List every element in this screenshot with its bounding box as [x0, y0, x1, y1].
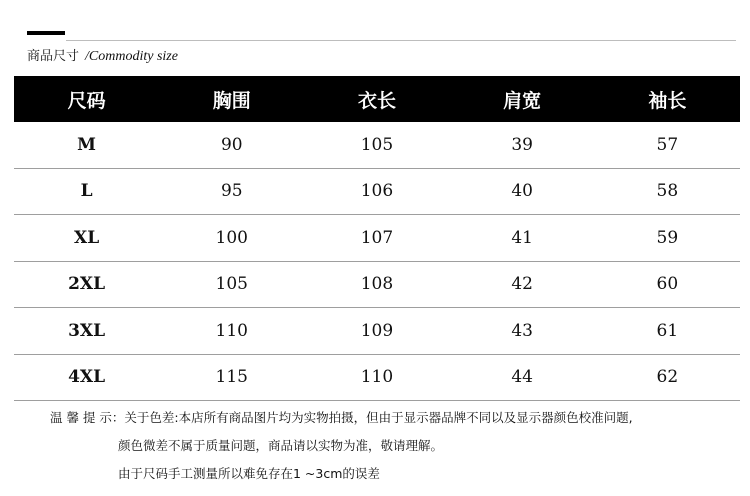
sleeve-cell: 57: [595, 122, 740, 168]
table-row: [14, 215, 740, 262]
section-title-en: /Commodity size: [85, 49, 178, 64]
size-cell: L: [14, 168, 159, 215]
sleeve-cell: 60: [595, 261, 740, 308]
note-measurement-error: 由于尺码手工测量所以难免存在1 ~3cm的误差: [118, 466, 380, 481]
header-length: 衣长: [304, 76, 449, 122]
length-cell: 110: [304, 354, 449, 401]
note-color-difference: 颜色微差不属于质量问题，商品请以实物为准，敬请理解。: [118, 438, 444, 453]
shoulder-cell: 39: [450, 122, 595, 168]
size-table: [14, 76, 740, 401]
size-cell: 4XL: [14, 354, 159, 401]
size-cell: 2XL: [14, 261, 159, 308]
shoulder-cell: 40: [450, 168, 595, 215]
header-size: 尺码: [14, 76, 159, 122]
shoulder-cell: 41: [450, 215, 595, 262]
section-title: [27, 48, 178, 66]
size-cell: XL: [14, 215, 159, 262]
length-cell: 109: [304, 308, 449, 355]
table-header-row: [14, 76, 740, 122]
header-chest: 胸围: [159, 76, 304, 122]
size-cell: 3XL: [14, 308, 159, 355]
length-cell: 108: [304, 261, 449, 308]
sleeve-cell: 59: [595, 215, 740, 262]
chest-cell: 100: [159, 215, 304, 262]
sleeve-cell: 58: [595, 168, 740, 215]
section-title-cn: 商品尺寸: [27, 49, 80, 64]
table-row: [14, 354, 740, 401]
top-divider: [66, 40, 736, 41]
shoulder-cell: 42: [450, 261, 595, 308]
length-cell: 106: [304, 168, 449, 215]
table-row: [14, 122, 740, 168]
note-color-disclaimer: 温 馨 提 示：关于色差:本店所有商品图片均为实物拍摄，但由于显示器品牌不同以及显示器颜色校准问题,: [50, 410, 633, 425]
table-row: [14, 308, 740, 355]
chest-cell: 95: [159, 168, 304, 215]
table-row: [14, 168, 740, 215]
sleeve-cell: 61: [595, 308, 740, 355]
length-cell: 107: [304, 215, 449, 262]
chest-cell: 90: [159, 122, 304, 168]
length-cell: 105: [304, 122, 449, 168]
chest-cell: 115: [159, 354, 304, 401]
chest-cell: 105: [159, 261, 304, 308]
size-cell: M: [14, 122, 159, 168]
sleeve-cell: 62: [595, 354, 740, 401]
header-shoulder: 肩宽: [450, 76, 595, 122]
shoulder-cell: 44: [450, 354, 595, 401]
table-row: [14, 261, 740, 308]
title-accent-bar: [27, 31, 65, 35]
header-sleeve: 袖长: [595, 76, 740, 122]
shoulder-cell: 43: [450, 308, 595, 355]
chest-cell: 110: [159, 308, 304, 355]
